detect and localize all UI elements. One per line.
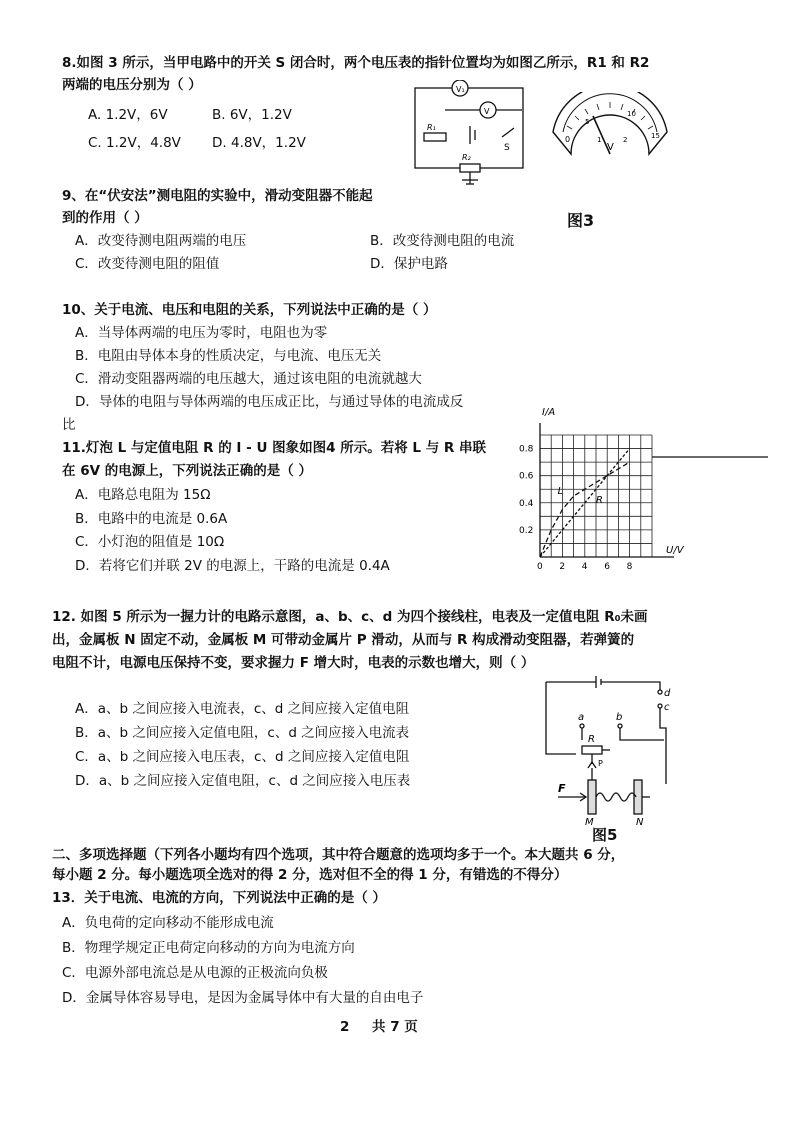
meter-tick-2: 2 (623, 136, 628, 144)
fig5-label-c: c (664, 702, 670, 713)
q11-option-d: D．若将它们并联 2V 的电源上，干路的电流是 0.4A (75, 558, 390, 574)
chart-y-axis-label: I/A (542, 407, 556, 418)
meter-tick-5: 5 (585, 118, 590, 126)
x-tick-label: 4 (581, 562, 588, 572)
resistor-r2-icon (460, 164, 480, 172)
q9-stem-line1: 9、在“伏安法”测电阻的实验中，滑动变阻器不能起 (62, 188, 373, 204)
q11-option-b: B．电路中的电流是 0.6A (75, 511, 228, 527)
q9-option-a: A．改变待测电阻两端的电压 (75, 233, 247, 249)
q12-grip-circuit (538, 676, 678, 826)
fig5-label-d: d (664, 688, 671, 699)
meter-tick-10: 10 (627, 110, 636, 118)
series-label-r: R (596, 495, 603, 507)
q12-stem-line2: 出，金属板 N 固定不动，金属板 M 可带动金属片 P 滑动，从而与 R 构成滑动变阻器，若弹簧的 (52, 632, 635, 648)
q12-option-d: D．a、b 之间应接入定值电阻，c、d 之间应接入电压表 (75, 773, 411, 789)
fig5-label-f: F (558, 782, 566, 795)
meter-tick-1: 1 (597, 136, 602, 144)
plate-m-icon (588, 780, 596, 814)
q13-option-b: B．物理学规定正电荷定向移动的方向为电流方向 (62, 940, 355, 956)
page-total: 共 7 页 (372, 1019, 418, 1035)
q11-iu-chart (512, 405, 768, 575)
q11-option-a: A．电路总电阻为 15Ω (75, 487, 211, 503)
x-tick-label: 8 (626, 562, 633, 572)
q9-stem-line2: 到的作用（ ） (62, 210, 148, 226)
section2-heading-line2: 每小题 2 分。每小题选项全选对的得 2 分，选对但不全的得 1 分，有错选的不得分） (52, 867, 568, 883)
q13-option-d: D．金属导体容易导电，是因为金属导体中有大量的自由电子 (62, 990, 424, 1006)
q10-option-c: C．滑动变阻器两端的电压越大，通过该电阻的电流就越大 (75, 371, 422, 387)
terminal-b-icon (618, 724, 622, 728)
q8-option-c: C. 1.2V，4.8V (88, 135, 181, 151)
q8-option-a: A. 1.2V，6V (88, 107, 168, 123)
spring-icon (596, 793, 636, 801)
y-tick-label: 0.6 (519, 471, 534, 482)
x-tick-label: 6 (604, 562, 610, 572)
circuit-label-s: S (504, 143, 510, 153)
switch-icon (502, 128, 514, 137)
terminal-c-icon (658, 704, 662, 708)
fig5-label-m: M (585, 817, 594, 826)
fig5-label-p: P (598, 759, 603, 768)
q8-stem-line1: 8.如图 3 所示，当甲电路中的开关 S 闭合时，两个电压表的指针位置均为如图乙所示，R1 和 R2 (62, 55, 650, 71)
fig5-label-a: a (578, 712, 585, 723)
x-tick-label: 2 (559, 562, 566, 572)
q10-option-b: B．电阻由导体本身的性质决定，与电流、电压无关 (75, 348, 382, 364)
q10-option-a: A．当导体两端的电压为零时，电阻也为零 (75, 325, 328, 341)
q8-stem-line2: 两端的电压分别为（ ） (62, 77, 202, 93)
page-number: 2 (340, 1019, 350, 1035)
circuit-label-r2: R₂ (462, 153, 471, 162)
q11-stem-line1: 11.灯泡 L 与定值电阻 R 的 I - U 图象如图4 所示。若将 L 与 R 串联 (62, 440, 486, 456)
q8-circuit-diagram (410, 80, 530, 190)
figure3-caption: 图3 (567, 211, 595, 230)
q8-option-b: B. 6V，1.2V (212, 107, 292, 123)
q12-option-b: B．a、b 之间应接入定值电阻，c、d 之间应接入电流表 (75, 725, 410, 741)
circuit-label-v2: V (484, 107, 490, 116)
q12-option-c: C．a、b 之间应接入电压表，c、d 之间应接入定值电阻 (75, 749, 410, 765)
q8-option-d: D. 4.8V，1.2V (212, 135, 306, 151)
plate-n-icon (634, 780, 642, 814)
circuit-label-r1: R₁ (427, 123, 436, 132)
fig5-label-r: R (588, 734, 595, 745)
y-tick-label: 0.8 (519, 444, 534, 455)
q10-option-d: D．导体的电阻与导体两端的电压成正比，与通过导体的电流成反 (75, 394, 464, 410)
meter-label-v: V (607, 142, 614, 153)
q9-option-c: C．改变待测电阻的阻值 (75, 256, 220, 272)
meter-tick-15: 15 (651, 132, 660, 140)
fig5-label-n: N (636, 817, 644, 826)
resistor-r-icon (582, 746, 602, 754)
q13-option-c: C．电源外部电流总是从电源的正极流向负极 (62, 965, 328, 981)
terminal-a-icon (580, 724, 584, 728)
circuit-label-v1: V₁ (456, 85, 465, 94)
q10-option-d-wrap: 比 (62, 417, 76, 433)
q12-stem-line3: 电阻不计，电源电压保持不变，要求握力 F 增大时，电表的示数也增大，则（ ） (52, 655, 535, 671)
terminal-d-icon (658, 690, 662, 694)
q12-stem-line1: 12. 如图 5 所示为一握力计的电路示意图，a、b、c、d 为四个接线柱，电表及一定值电阻 R₀未画 (52, 609, 648, 625)
q9-option-d: D．保护电路 (370, 256, 448, 272)
chart-x-axis-label: U/V (666, 545, 684, 556)
q10-stem: 10、关于电流、电压和电阻的关系，下列说法中正确的是（ ） (62, 302, 437, 318)
x-tick-label: 0 (537, 562, 543, 572)
resistor-r1-icon (424, 133, 446, 141)
fig5-label-b: b (616, 712, 623, 723)
y-tick-label: 0.4 (519, 498, 534, 509)
series-label-l: L (557, 486, 564, 497)
q13-option-a: A．负电荷的定向移动不能形成电流 (62, 915, 274, 931)
q11-stem-line2: 在 6V 的电源上，下列说法正确的是（ ） (62, 463, 312, 479)
section2-heading-line1: 二、多项选择题（下列各小题均有四个选项，其中符合题意的选项均多于一个。本大题共 6 分， (52, 847, 625, 863)
y-tick-label: 0.2 (519, 525, 534, 536)
figure5-caption: 图5 (592, 826, 618, 844)
q8-voltmeter-dial (545, 92, 675, 172)
q9-option-b: B．改变待测电阻的电流 (370, 233, 515, 249)
q13-stem: 13．关于电流、电流的方向，下列说法中正确的是（ ） (52, 890, 386, 906)
chart-ticks (519, 445, 633, 572)
meter-tick-0: 0 (565, 135, 571, 144)
q12-option-a: A．a、b 之间应接入电流表，c、d 之间应接入定值电阻 (75, 701, 410, 717)
q11-option-c: C．小灯泡的阻值是 10Ω (75, 534, 225, 550)
